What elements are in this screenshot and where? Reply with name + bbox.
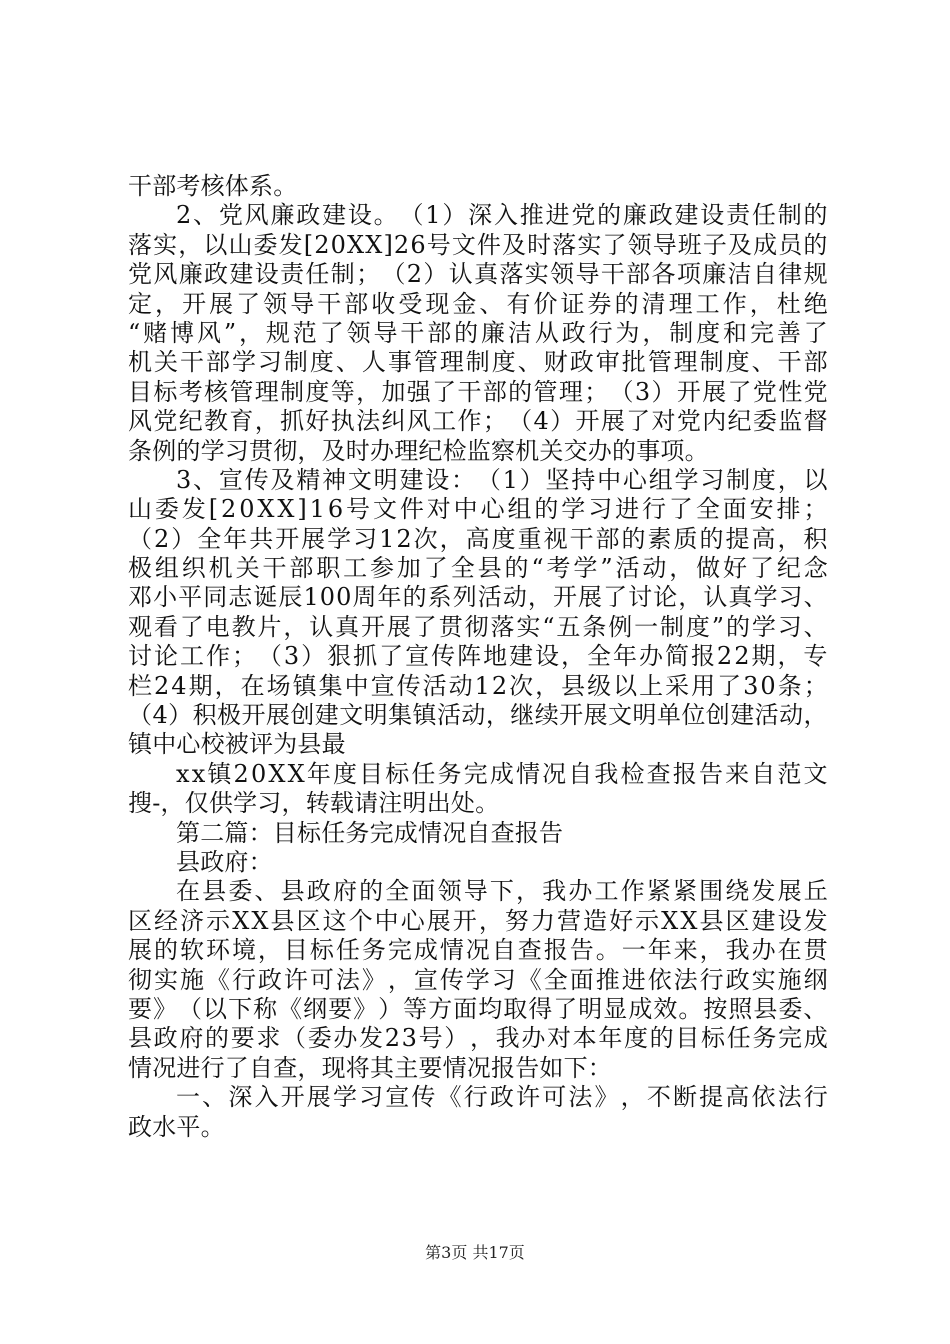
text-line: 机 关 干 部 学 习 制 度 、 人 事 管 理 制 度 、 财 政 审 批 管 理 制 度 、 干 部	[128, 348, 828, 377]
text-line: 干部考核体系。	[128, 172, 298, 200]
text-line: 定 ， 开 展 了 领 导 干 部 收 受 现 金 、 有 价 证 券 的 清 理 工 作 ， 杜 绝	[128, 289, 828, 318]
text-line: x x 镇 2 0 X X 年 度 目 标 任 务 完 成 情 况 自 我 检 查 报 告 来 自 范 文	[176, 759, 828, 788]
text-line: 落 实 ， 以 山 委 发 [ 2 0 X X ] 2 6 号 文 件 及 时 落 实 了 领 导 班 子 及 成 员 的	[128, 230, 828, 259]
text-line: 党 风 廉 政 建 设 责 任 制 ； （ 2 ） 认 真 落 实 领 导 干 部 各 项 廉 洁 自 律 规	[128, 260, 828, 289]
text-line: 极 组 织 机 关 干 部 职 工 参 加 了 全 县 的 “ 考 学 ” 活 动 ， 做 好 了 纪 念	[128, 554, 828, 583]
text-line: 搜-，仅供学习，转载请注明出处。	[128, 789, 500, 818]
text-line: 展 的 软 环 境 ， 目 标 任 务 完 成 情 况 自 查 报 告 。 一 年 来 ， 我 办 在 贯	[128, 936, 828, 965]
text-line: 彻 实 施 《 行 政 许 可 法 》 ， 宣 传 学 习 《 全 面 推 进 依 法 行 政 实 施 纲	[128, 965, 828, 994]
text-line: 目 标 考 核 管 理 制 度 等 ， 加 强 了 干 部 的 管 理 ； （ 3 ） 开 展 了 党 性 党	[128, 377, 828, 406]
text-line: 2 、 党 风 廉 政 建 设 。 （ 1 ） 深 入 推 进 党 的 廉 政 建 设 责 任 制 的	[176, 201, 828, 230]
text-line: 栏 2 4 期 ， 在 场 镇 集 中 宣 传 活 动 1 2 次 ， 县 级 以 上 采 用 了 3 0 条 ；	[128, 671, 828, 700]
document-body	[128, 172, 828, 1142]
text-line: 镇中心校被评为县最	[128, 730, 346, 759]
text-line: 要 》 （ 以 下 称 《 纲 要 》 ） 等 方 面 均 取 得 了 明 显 成 效 。 按 照 县 委 、	[128, 994, 828, 1023]
text-line: 条例的学习贯彻，及时办理纪检监察机关交办的事项。	[128, 436, 709, 465]
text-line: 区 经 济 示 X X 县 区 这 个 中 心 展 开 ， 努 力 营 造 好 示 X X 县 区 建 设 发	[128, 906, 828, 935]
page-footer: 第3页 共17页	[425, 1243, 525, 1262]
text-line: 3 、 宣 传 及 精 神 文 明 建 设 ： （ 1 ） 坚 持 中 心 组 学 习 制 度 ， 以	[176, 465, 828, 494]
text-line: 邓 小 平 同 志 诞 辰 1 0 0 周 年 的 系 列 活 动 ， 开 展 了 讨 论 ， 认 真 学 习 、	[128, 583, 828, 612]
text-line: 第二篇：目标任务完成情况自查报告	[176, 818, 564, 847]
text-line: 县政府：	[176, 847, 273, 876]
text-line: 观 看 了 电 教 片 ， 认 真 开 展 了 贯 彻 落 实 “ 五 条 例 一 制 度 ” 的 学 习 、	[128, 612, 828, 641]
text-line: 县 政 府 的 要 求 （ 委 办 发 2 3 号 ） ， 我 办 对 本 年 度 的 目 标 任 务 完 成	[128, 1024, 828, 1053]
text-line: 政水平。	[128, 1112, 225, 1141]
text-line: 一 、 深 入 开 展 学 习 宣 传 《 行 政 许 可 法 》 ， 不 断 提 高 依 法 行	[176, 1083, 828, 1112]
text-line: “ 赌 博 风 ” ， 规 范 了 领 导 干 部 的 廉 洁 从 政 行 为 ， 制 度 和 完 善 了	[128, 318, 828, 347]
text-line: 情况进行了自查，现将其主要情况报告如下：	[128, 1053, 612, 1082]
text-line: 山 委 发 [ 2 0 X X ] 1 6 号 文 件 对 中 心 组 的 学 习 进 行 了 全 面 安 排 ；	[128, 495, 828, 524]
text-line: （ 2 ） 全 年 共 开 展 学 习 1 2 次 ， 高 度 重 视 干 部 的 素 质 的 提 高 ， 积	[128, 524, 828, 553]
text-line: 风 党 纪 教 育 ， 抓 好 执 法 纠 风 工 作 ； （ 4 ） 开 展 了 对 党 内 纪 委 监 督	[128, 407, 828, 436]
text-line: 讨 论 工 作 ； （ 3 ） 狠 抓 了 宣 传 阵 地 建 设 ， 全 年 办 简 报 2 2 期 ， 专	[128, 642, 828, 671]
text-line: （ 4 ） 积 极 开 展 创 建 文 明 集 镇 活 动 ， 继 续 开 展 文 明 单 位 创 建 活 动 ，	[128, 701, 828, 730]
text-line: 在 县 委 、 县 政 府 的 全 面 领 导 下 ， 我 办 工 作 紧 紧 围 绕 发 展 丘	[176, 877, 828, 906]
